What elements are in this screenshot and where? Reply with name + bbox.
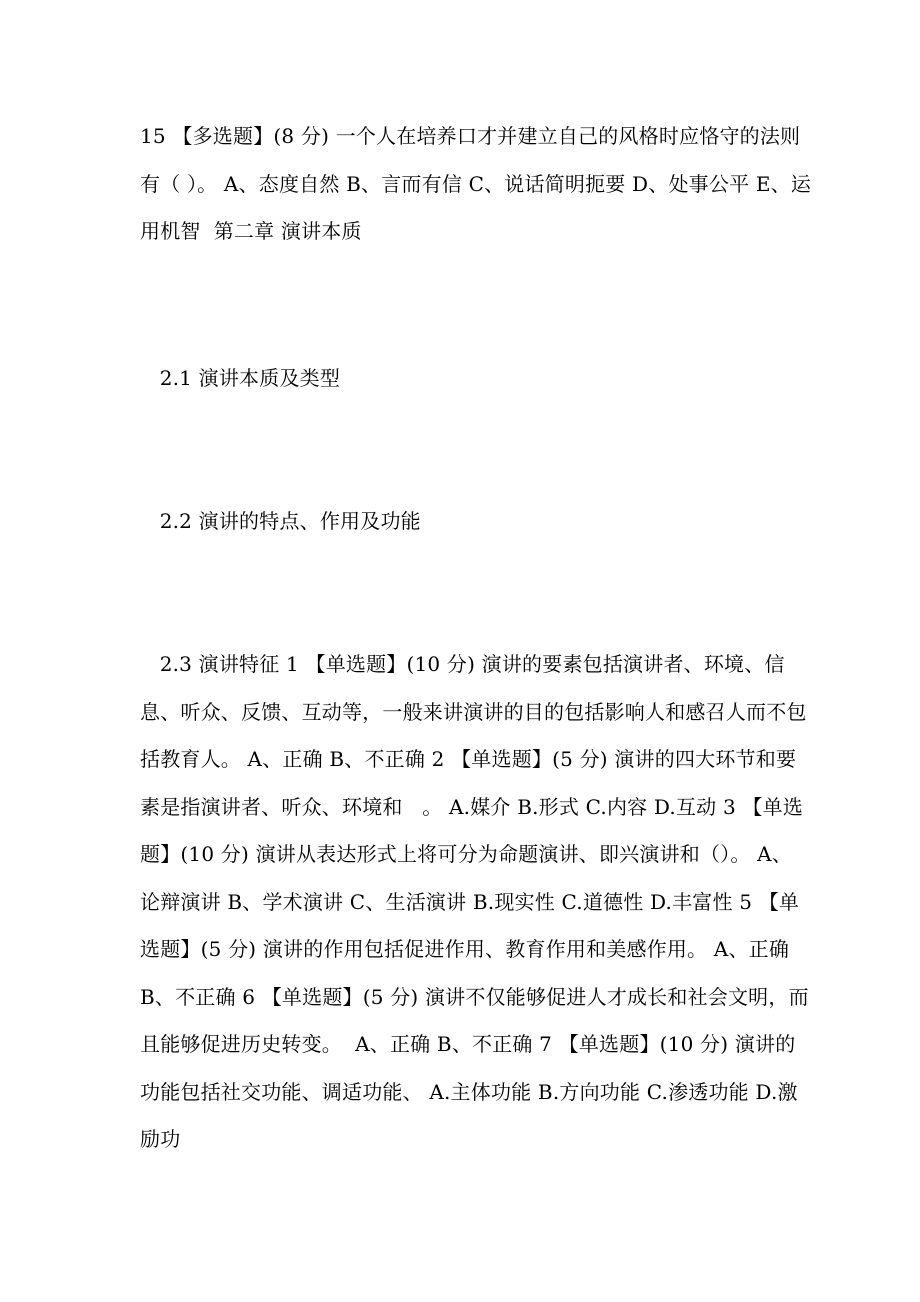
paragraph-section-2-3: 2.3 演讲特征 1 【单选题】(10 分) 演讲的要素包括演讲者、环境、信息、听众、反馈、互动等，一般来讲演讲的目的包括影响人和感召人而不包括教育人。 A、正确 B、不正确 2 【单选题】(5 分) 演讲的四大环节和要素是指演讲者、听众、环境和 。 A.媒介 B.形式 C.内容 D.互动 3 【单选题】(10 分) 演讲从表达形式上将可分为命题演讲、即兴演讲和（）。 A、论辩演讲 B、学术演讲 C、生活演讲 B.现实性 C.道德性 D.丰富性 5 【单选题】(5 分) 演讲的作用包括促进作用、教育作用和美感作用。 A、正确 B、不正确 6 【单选题】(5 分) 演讲不仅能够促进人才成长和社会文明，而且能够促进历史转变。 A、正确 B、不正确 7 【单选题】(10 分) 演讲的功能包括社交功能、调适功能、 A.主体功能 B.方向功能 C.渗透功能 D.激励功	[140, 652, 809, 1151]
section-heading-2-1: 2.1 演讲本质及类型	[140, 366, 341, 390]
section-heading-2-2: 2.2 演讲的特点、作用及功能	[140, 509, 421, 533]
paragraph-question-15: 15 【多选题】(8 分) 一个人在培养口才并建立自己的风格时应恪守的法则有（ ）。 A、态度自然 B、言而有信 C、说话简明扼要 D、处事公平 E、运用机智 第二章 演讲本质	[140, 124, 812, 243]
